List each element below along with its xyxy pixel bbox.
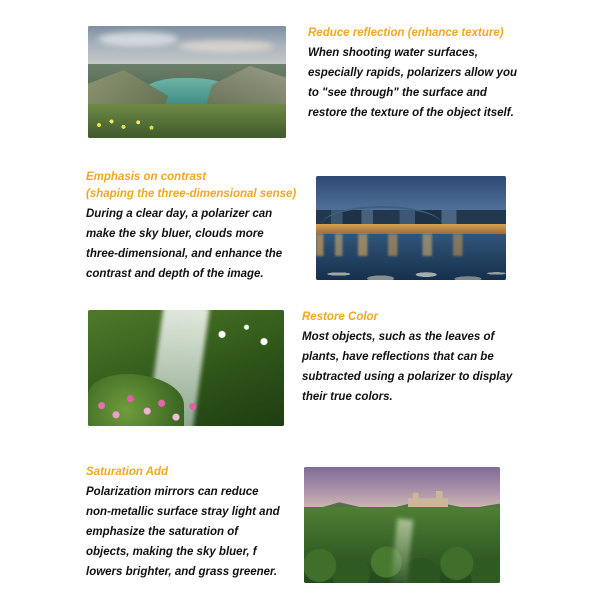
- section-body: Polarization mirrors can reduce non-metallic surface stray light and emphasize the saturation of objects, making the sky bluer, f lowers brighter, and grass greener.: [86, 486, 280, 578]
- text-column: [308, 26, 526, 138]
- photo-rocky-coastline: [88, 26, 286, 138]
- section-emphasis-on-contrast: [86, 170, 506, 284]
- foreground-stones: [316, 250, 506, 280]
- wildflower-speckles: [92, 116, 162, 134]
- section-heading-line2: (shaping the three-dimensional sense): [86, 188, 297, 200]
- photo-city-skyline-dusk: [316, 176, 506, 280]
- white-flower-speckles: [208, 320, 278, 356]
- photo-valley-castle: [304, 467, 500, 583]
- section-heading-line1: Emphasis on contrast: [86, 171, 207, 183]
- section-heading: Reduce reflection (enhance texture): [308, 27, 504, 39]
- pink-flower-speckles: [92, 378, 212, 424]
- section-body: When shooting water surfaces, especially rapids, polarizers allow you to "see through" the surface and restore the texture of the object itself.: [308, 47, 517, 119]
- cloud-shape: [178, 40, 274, 52]
- text-column: [302, 310, 524, 426]
- section-restore-color: [88, 310, 524, 426]
- section-heading: Restore Color: [302, 311, 379, 323]
- text-column: [86, 465, 282, 583]
- section-heading: Saturation Add: [86, 466, 168, 478]
- section-body: Most objects, such as the leaves of plants, have reflections that can be subtracted using a polarizer to display their true colors.: [302, 331, 513, 403]
- cloud-shape: [98, 32, 178, 46]
- section-reduce-reflection: [88, 26, 526, 138]
- sky-layer: [304, 467, 500, 507]
- section-body: During a clear day, a polarizer can make the sky bluer, clouds more three-dimensional, and enhance the contrast and depth of the image.: [86, 208, 283, 280]
- text-column: [86, 170, 297, 284]
- section-saturation-add: [86, 465, 500, 583]
- photo-stream-wildflowers: [88, 310, 284, 426]
